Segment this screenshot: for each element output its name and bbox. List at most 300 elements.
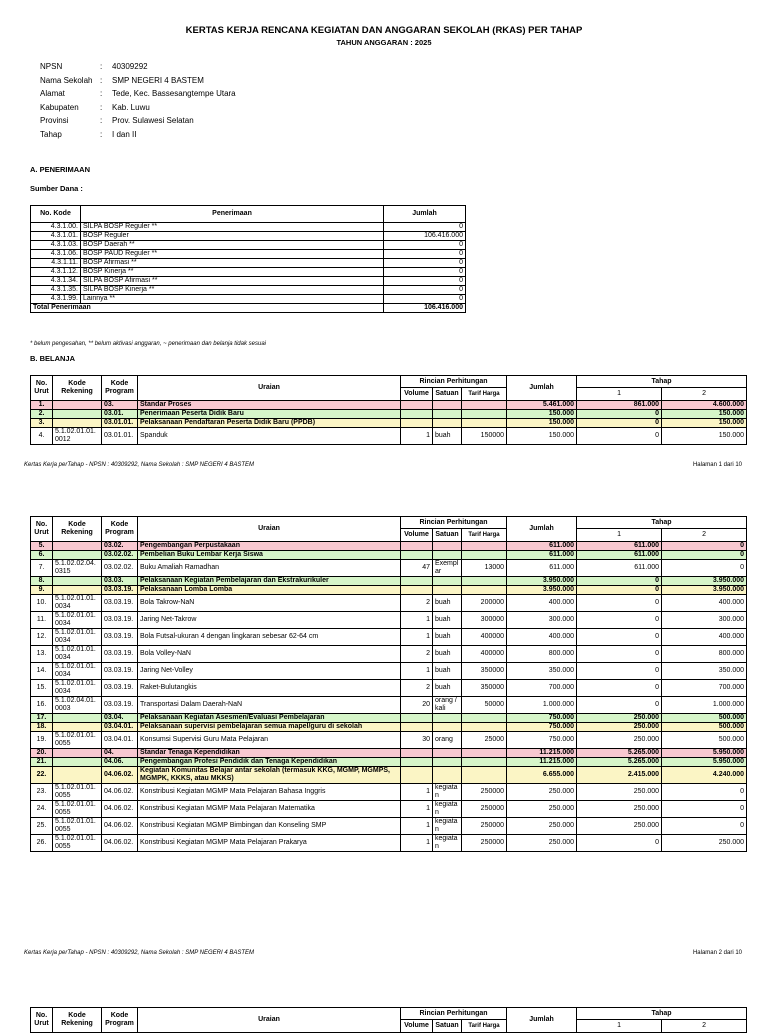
tahap-2-cell: 800.000 — [662, 646, 747, 663]
tahap-2-cell: 700.000 — [662, 680, 747, 697]
table-row — [31, 542, 747, 551]
kode-cell: 4.3.1.01. — [31, 232, 81, 241]
uraian-cell: Standar Tenaga Kependidikan — [138, 749, 401, 758]
info-row: Tahap : I dan II — [40, 129, 137, 139]
no-urut-cell: 10. — [31, 595, 53, 612]
kode-rekening-cell: 5.1.02.04.01.0003 — [53, 697, 102, 714]
volume-cell — [401, 551, 433, 560]
header-tahap: Tahap — [577, 376, 747, 388]
header-no-urut: No. Urut — [31, 1008, 53, 1033]
kode-rekening-cell — [53, 410, 102, 419]
table-row — [31, 818, 747, 835]
tahap-1-cell: 5.265.000 — [577, 758, 662, 767]
no-urut-cell: 19. — [31, 732, 53, 749]
uraian-cell: Pelaksanaan Kegiatan Pembelajaran dan Ekstrakurikuler — [138, 577, 401, 586]
volume-cell — [401, 419, 433, 428]
table-row — [31, 560, 747, 577]
tahap-1-cell: 0 — [577, 629, 662, 646]
satuan-cell: orang / kali — [433, 697, 462, 714]
uraian-cell: Konstribusi Kegiatan MGMP Mata Pelajaran Matematika — [138, 801, 401, 818]
satuan-cell — [433, 723, 462, 732]
satuan-cell: kegiatan — [433, 818, 462, 835]
info-row: Alamat : Tede, Kec. Bassesangtempe Utara — [40, 89, 236, 98]
jumlah-cell: 11.215.000 — [507, 749, 577, 758]
tahap-2-cell: 0 — [662, 551, 747, 560]
tarif-cell: 50000 — [462, 697, 507, 714]
jumlah-cell: 611.000 — [507, 542, 577, 551]
table-row — [31, 232, 466, 241]
volume-cell: 2 — [401, 680, 433, 697]
no-urut-cell: 4. — [31, 428, 53, 445]
kode-cell: 4.3.1.00. — [31, 223, 81, 232]
header-no-kode: No. Kode — [31, 206, 81, 223]
header-satuan: Satuan — [433, 529, 462, 542]
table-row — [31, 410, 747, 419]
volume-cell: 1 — [401, 612, 433, 629]
table-row — [31, 801, 747, 818]
volume-cell: 30 — [401, 732, 433, 749]
kode-program-cell: 03.03.19. — [102, 680, 138, 697]
penerimaan-cell: SILPA BOSP Afirmasi ** — [81, 277, 384, 286]
volume-cell — [401, 714, 433, 723]
volume-cell — [401, 767, 433, 784]
satuan-cell: Exemplar — [433, 560, 462, 577]
document-page-3 — [0, 1002, 768, 1029]
uraian-cell: Pengembangan Perpustakaan — [138, 542, 401, 551]
no-urut-cell: 11. — [31, 612, 53, 629]
kode-program-cell: 04.06.02. — [102, 801, 138, 818]
tarif-cell — [462, 758, 507, 767]
uraian-cell: Jaring Net-Takrow — [138, 612, 401, 629]
no-urut-cell: 26. — [31, 835, 53, 852]
jumlah-cell: 0 — [384, 286, 466, 295]
satuan-cell — [433, 714, 462, 723]
header-jumlah: Jumlah — [507, 517, 577, 542]
jumlah-cell: 750.000 — [507, 732, 577, 749]
tahap-2-cell: 0 — [662, 542, 747, 551]
tahap-2-cell: 150.000 — [662, 428, 747, 445]
kode-program-cell: 03.02.02. — [102, 560, 138, 577]
no-urut-cell: 15. — [31, 680, 53, 697]
tahap-1-cell: 0 — [577, 428, 662, 445]
kode-program-cell: 03.03.19. — [102, 586, 138, 595]
tahap-2-cell: 0 — [662, 784, 747, 801]
info-row: Nama Sekolah : SMP NEGERI 4 BASTEM — [40, 75, 204, 85]
volume-cell — [401, 410, 433, 419]
school-info — [40, 62, 236, 143]
tarif-cell: 350000 — [462, 663, 507, 680]
uraian-cell: Buku Amaliah Ramadhan — [138, 560, 401, 577]
uraian-cell: Standar Proses — [138, 401, 401, 410]
header-tahap-2: 2 — [662, 388, 747, 401]
no-urut-cell: 5. — [31, 542, 53, 551]
kode-rekening-cell — [53, 723, 102, 732]
tarif-cell — [462, 749, 507, 758]
kode-rekening-cell: 5.1.02.01.01.0012 — [53, 428, 102, 445]
kode-program-cell: 03.04.01. — [102, 723, 138, 732]
jumlah-cell: 150.000 — [507, 419, 577, 428]
jumlah-cell: 750.000 — [507, 723, 577, 732]
kode-program-cell: 03.03.19. — [102, 646, 138, 663]
table-row — [31, 401, 747, 410]
tahap-1-cell: 0 — [577, 697, 662, 714]
kode-program-cell: 03.01.01. — [102, 419, 138, 428]
tahap-1-cell: 861.000 — [577, 401, 662, 410]
kode-program-cell: 03.03.19. — [102, 595, 138, 612]
jumlah-cell: 750.000 — [507, 714, 577, 723]
kode-rekening-cell: 5.1.02.01.01.0034 — [53, 629, 102, 646]
header-tahap-1: 1 — [577, 529, 662, 542]
jumlah-cell: 150.000 — [507, 428, 577, 445]
header-penerimaan: Penerimaan — [81, 206, 384, 223]
tahap-1-cell: 611.000 — [577, 551, 662, 560]
header-rincian: Rincian Perhitungan — [401, 517, 507, 529]
jumlah-cell: 0 — [384, 268, 466, 277]
penerimaan-cell: BOSP Kinerja ** — [81, 268, 384, 277]
tahap-2-cell: 400.000 — [662, 629, 747, 646]
kode-rekening-cell — [53, 542, 102, 551]
jumlah-cell: 3.950.000 — [507, 586, 577, 595]
kode-rekening-cell: 5.1.02.01.01.0034 — [53, 595, 102, 612]
tarif-cell: 400000 — [462, 646, 507, 663]
tahap-1-cell: 2.415.000 — [577, 767, 662, 784]
tahap-1-cell: 250.000 — [577, 723, 662, 732]
table-header-row — [31, 376, 747, 388]
kode-program-cell: 04.06.02. — [102, 835, 138, 852]
kode-program-cell: 04. — [102, 749, 138, 758]
volume-cell: 2 — [401, 595, 433, 612]
tahap-2-cell: 5.950.000 — [662, 749, 747, 758]
section-penerimaan: A. PENERIMAAN — [30, 165, 91, 174]
kode-rekening-cell — [53, 401, 102, 410]
table-row — [31, 277, 466, 286]
tahap-2-cell: 1.000.000 — [662, 697, 747, 714]
table-row — [31, 680, 747, 697]
tahap-1-cell: 0 — [577, 612, 662, 629]
kode-rekening-cell: 5.1.02.01.01.0055 — [53, 835, 102, 852]
kode-rekening-cell: 5.1.02.01.01.0055 — [53, 801, 102, 818]
jumlah-cell: 250.000 — [507, 835, 577, 852]
footer-page-number: Halaman 1 dari 10 — [692, 462, 742, 468]
footer-page-number: Halaman 2 dari 10 — [692, 950, 742, 956]
table-header-row — [31, 206, 466, 223]
no-urut-cell: 8. — [31, 577, 53, 586]
info-row: Kabupaten : Kab. Luwu — [40, 102, 150, 112]
header-tarif: Tarif Harga — [462, 529, 507, 542]
jumlah-cell: 3.950.000 — [507, 577, 577, 586]
no-urut-cell: 16. — [31, 697, 53, 714]
header-uraian: Uraian — [138, 376, 401, 401]
header-tarif: Tarif Harga — [462, 1020, 507, 1033]
satuan-cell — [433, 542, 462, 551]
kode-rekening-cell — [53, 767, 102, 784]
tahap-2-cell: 150.000 — [662, 410, 747, 419]
tahap-1-cell: 250.000 — [577, 784, 662, 801]
kode-program-cell: 03.01. — [102, 410, 138, 419]
uraian-cell: Pengembangan Profesi Pendidik dan Tenaga Kependidikan — [138, 758, 401, 767]
kode-program-cell: 04.06.02. — [102, 784, 138, 801]
uraian-cell: Konstribusi Kegiatan MGMP Mata Pelajaran Prakarya — [138, 835, 401, 852]
table-row — [31, 595, 747, 612]
document-page-1 — [0, 0, 768, 480]
info-row: Provinsi : Prov. Sulawesi Selatan — [40, 116, 194, 125]
table-row — [31, 646, 747, 663]
volume-cell — [401, 401, 433, 410]
kode-rekening-cell — [53, 551, 102, 560]
header-uraian: Uraian — [138, 1008, 401, 1033]
tahap-2-cell: 4.600.000 — [662, 401, 747, 410]
table-row — [31, 749, 747, 758]
volume-cell: 2 — [401, 646, 433, 663]
header-kode-rekening: Kode Rekening — [53, 1008, 102, 1033]
penerimaan-cell: BOSP Daerah ** — [81, 241, 384, 250]
kode-rekening-cell: 5.1.02.01.01.0034 — [53, 680, 102, 697]
kode-rekening-cell — [53, 586, 102, 595]
section-belanja: B. BELANJA — [30, 354, 76, 363]
footer-left: Kertas Kerja perTahap - NPSN : 40309292, Nama Sekolah : SMP NEGERI 4 BASTEM — [24, 950, 254, 956]
header-satuan: Satuan — [433, 1020, 462, 1033]
kode-program-cell: 03.01.01. — [102, 428, 138, 445]
uraian-cell: Pelaksanaan Pendaftaran Peserta Didik Baru (PPDB) — [138, 419, 401, 428]
tarif-cell: 250000 — [462, 801, 507, 818]
table-row — [31, 268, 466, 277]
header-uraian: Uraian — [138, 517, 401, 542]
jumlah-cell: 150.000 — [507, 410, 577, 419]
kode-rekening-cell: 5.1.02.01.01.0034 — [53, 612, 102, 629]
no-urut-cell: 25. — [31, 818, 53, 835]
tahap-1-cell: 0 — [577, 577, 662, 586]
jumlah-cell: 1.000.000 — [507, 697, 577, 714]
kode-cell: 4.3.1.34. — [31, 277, 81, 286]
jumlah-cell: 700.000 — [507, 680, 577, 697]
table-row — [31, 419, 747, 428]
no-urut-cell: 22. — [31, 767, 53, 784]
total-value: 106.416.000 — [384, 304, 466, 313]
tahap-2-cell: 0 — [662, 801, 747, 818]
document-page-2 — [0, 480, 768, 982]
no-urut-cell: 20. — [31, 749, 53, 758]
header-tahap-1: 1 — [577, 1020, 662, 1033]
header-volume: Volume — [401, 1020, 433, 1033]
volume-cell: 1 — [401, 663, 433, 680]
uraian-cell: Kegiatan Komunitas Belajar antar sekolah (termasuk KKG, MGMP, MGMPS, MGMPK, KKKS, atau MKKS) — [138, 767, 401, 784]
tahap-2-cell: 3.950.000 — [662, 577, 747, 586]
uraian-cell: Transportasi Dalam Daerah-NaN — [138, 697, 401, 714]
tarif-cell — [462, 577, 507, 586]
header-kode-program: Kode Program — [102, 376, 138, 401]
jumlah-cell: 0 — [384, 241, 466, 250]
kode-rekening-cell: 5.1.02.01.01.0055 — [53, 818, 102, 835]
kode-program-cell: 03.03.19. — [102, 612, 138, 629]
kode-program-cell: 03.03. — [102, 577, 138, 586]
tarif-cell — [462, 410, 507, 419]
penerimaan-cell: SILPA BOSP Kinerja ** — [81, 286, 384, 295]
no-urut-cell: 13. — [31, 646, 53, 663]
no-urut-cell: 14. — [31, 663, 53, 680]
satuan-cell: kegiatan — [433, 801, 462, 818]
jumlah-cell: 350.000 — [507, 663, 577, 680]
jumlah-cell: 300.000 — [507, 612, 577, 629]
volume-cell — [401, 723, 433, 732]
total-row — [31, 304, 466, 313]
tarif-cell: 13000 — [462, 560, 507, 577]
penerimaan-table — [30, 205, 466, 313]
tarif-cell — [462, 767, 507, 784]
tarif-cell: 400000 — [462, 629, 507, 646]
volume-cell: 1 — [401, 835, 433, 852]
kode-program-cell: 03. — [102, 401, 138, 410]
volume-cell: 1 — [401, 629, 433, 646]
penerimaan-cell: BOSP Reguler — [81, 232, 384, 241]
jumlah-cell: 0 — [384, 250, 466, 259]
tarif-cell — [462, 551, 507, 560]
satuan-cell: buah — [433, 629, 462, 646]
table-row — [31, 758, 747, 767]
footer-left: Kertas Kerja perTahap - NPSN : 40309292, Nama Sekolah : SMP NEGERI 4 BASTEM — [24, 462, 254, 468]
header-rincian: Rincian Perhitungan — [401, 376, 507, 388]
jumlah-cell: 6.655.000 — [507, 767, 577, 784]
jumlah-cell: 800.000 — [507, 646, 577, 663]
header-kode-rekening: Kode Rekening — [53, 517, 102, 542]
jumlah-cell: 0 — [384, 295, 466, 304]
tahap-2-cell: 5.950.000 — [662, 758, 747, 767]
belanja-table-page-2 — [30, 516, 747, 852]
jumlah-cell: 611.000 — [507, 551, 577, 560]
tahap-2-cell: 500.000 — [662, 732, 747, 749]
satuan-cell: buah — [433, 612, 462, 629]
table-row — [31, 629, 747, 646]
penerimaan-cell: BOSP Afirmasi ** — [81, 259, 384, 268]
header-tahap: Tahap — [577, 1008, 747, 1020]
header-kode-rekening: Kode Rekening — [53, 376, 102, 401]
kode-rekening-cell — [53, 714, 102, 723]
penerimaan-cell: BOSP PAUD Reguler ** — [81, 250, 384, 259]
no-urut-cell: 12. — [31, 629, 53, 646]
tahap-1-cell: 250.000 — [577, 732, 662, 749]
tahap-2-cell: 3.950.000 — [662, 586, 747, 595]
tarif-cell: 150000 — [462, 428, 507, 445]
header-tahap-1: 1 — [577, 388, 662, 401]
table-row — [31, 663, 747, 680]
uraian-cell: Raket-Bulutangkis — [138, 680, 401, 697]
jumlah-cell: 250.000 — [507, 801, 577, 818]
volume-cell — [401, 758, 433, 767]
tahap-1-cell: 250.000 — [577, 714, 662, 723]
header-kode-program: Kode Program — [102, 1008, 138, 1033]
header-no-urut: No. Urut — [31, 517, 53, 542]
tahap-1-cell: 611.000 — [577, 560, 662, 577]
no-urut-cell: 9. — [31, 586, 53, 595]
header-jumlah: Jumlah — [507, 376, 577, 401]
no-urut-cell: 7. — [31, 560, 53, 577]
kode-program-cell: 03.03.19. — [102, 629, 138, 646]
info-row: NPSN : 40309292 — [40, 62, 148, 71]
tahap-2-cell: 400.000 — [662, 595, 747, 612]
jumlah-cell: 0 — [384, 277, 466, 286]
uraian-cell: Jaring Net-Volley — [138, 663, 401, 680]
satuan-cell: buah — [433, 646, 462, 663]
table-row — [31, 286, 466, 295]
header-no-urut: No. Urut — [31, 376, 53, 401]
tarif-cell: 350000 — [462, 680, 507, 697]
no-urut-cell: 1. — [31, 401, 53, 410]
tarif-cell — [462, 401, 507, 410]
table-row — [31, 714, 747, 723]
uraian-cell: Pembelian Buku Lembar Kerja Siswa — [138, 551, 401, 560]
tahap-1-cell: 0 — [577, 835, 662, 852]
table-row — [31, 835, 747, 852]
tahap-1-cell: 250.000 — [577, 818, 662, 835]
uraian-cell: Pelaksanaan supervisi pembelajaran semua mapel/guru di sekolah — [138, 723, 401, 732]
table-row — [31, 223, 466, 232]
kode-cell: 4.3.1.35. — [31, 286, 81, 295]
no-urut-cell: 3. — [31, 419, 53, 428]
header-tahap-2: 2 — [662, 1020, 747, 1033]
header-jumlah: Jumlah — [507, 1008, 577, 1033]
tahap-2-cell: 350.000 — [662, 663, 747, 680]
tahap-2-cell: 500.000 — [662, 723, 747, 732]
tahap-1-cell: 5.265.000 — [577, 749, 662, 758]
table-row — [31, 612, 747, 629]
volume-cell — [401, 542, 433, 551]
kode-rekening-cell: 5.1.02.01.01.0034 — [53, 663, 102, 680]
tarif-cell: 250000 — [462, 818, 507, 835]
jumlah-cell: 250.000 — [507, 818, 577, 835]
document-title: KERTAS KERJA RENCANA KEGIATAN DAN ANGGARAN SEKOLAH (RKAS) PER TAHAP — [185, 25, 583, 36]
penerimaan-cell: Lainnya ** — [81, 295, 384, 304]
table-row — [31, 586, 747, 595]
header-rincian: Rincian Perhitungan — [401, 1008, 507, 1020]
table-row — [31, 767, 747, 784]
kode-cell: 4.3.1.11. — [31, 259, 81, 268]
table-row — [31, 723, 747, 732]
kode-program-cell: 03.02. — [102, 542, 138, 551]
table-row — [31, 250, 466, 259]
uraian-cell: Konsumsi Supervisi Guru Mata Pelajaran — [138, 732, 401, 749]
tahap-2-cell: 150.000 — [662, 419, 747, 428]
volume-cell — [401, 586, 433, 595]
tarif-cell: 200000 — [462, 595, 507, 612]
tahap-1-cell: 0 — [577, 419, 662, 428]
header-jumlah: Jumlah — [384, 206, 466, 223]
volume-cell: 1 — [401, 818, 433, 835]
penerimaan-note: * belum pengesahan, ** belum aktivasi anggaran, ~ penerimaan dan belanja tidak sesuai — [30, 341, 266, 347]
satuan-cell — [433, 551, 462, 560]
satuan-cell — [433, 586, 462, 595]
satuan-cell: kegiatan — [433, 835, 462, 852]
table-row — [31, 241, 466, 250]
table-row — [31, 732, 747, 749]
satuan-cell: buah — [433, 663, 462, 680]
kode-rekening-cell: 5.1.02.01.01.0055 — [53, 784, 102, 801]
jumlah-cell: 250.000 — [507, 784, 577, 801]
belanja-table-page-1 — [30, 375, 747, 445]
satuan-cell — [433, 401, 462, 410]
tahap-2-cell: 0 — [662, 560, 747, 577]
header-tahap: Tahap — [577, 517, 747, 529]
kode-program-cell: 03.03.19. — [102, 663, 138, 680]
table-row — [31, 428, 747, 445]
tarif-cell — [462, 714, 507, 723]
kode-cell: 4.3.1.06. — [31, 250, 81, 259]
header-volume: Volume — [401, 529, 433, 542]
jumlah-cell: 0 — [384, 259, 466, 268]
jumlah-cell: 0 — [384, 223, 466, 232]
tarif-cell — [462, 586, 507, 595]
no-urut-cell: 21. — [31, 758, 53, 767]
kode-rekening-cell — [53, 419, 102, 428]
tarif-cell — [462, 542, 507, 551]
